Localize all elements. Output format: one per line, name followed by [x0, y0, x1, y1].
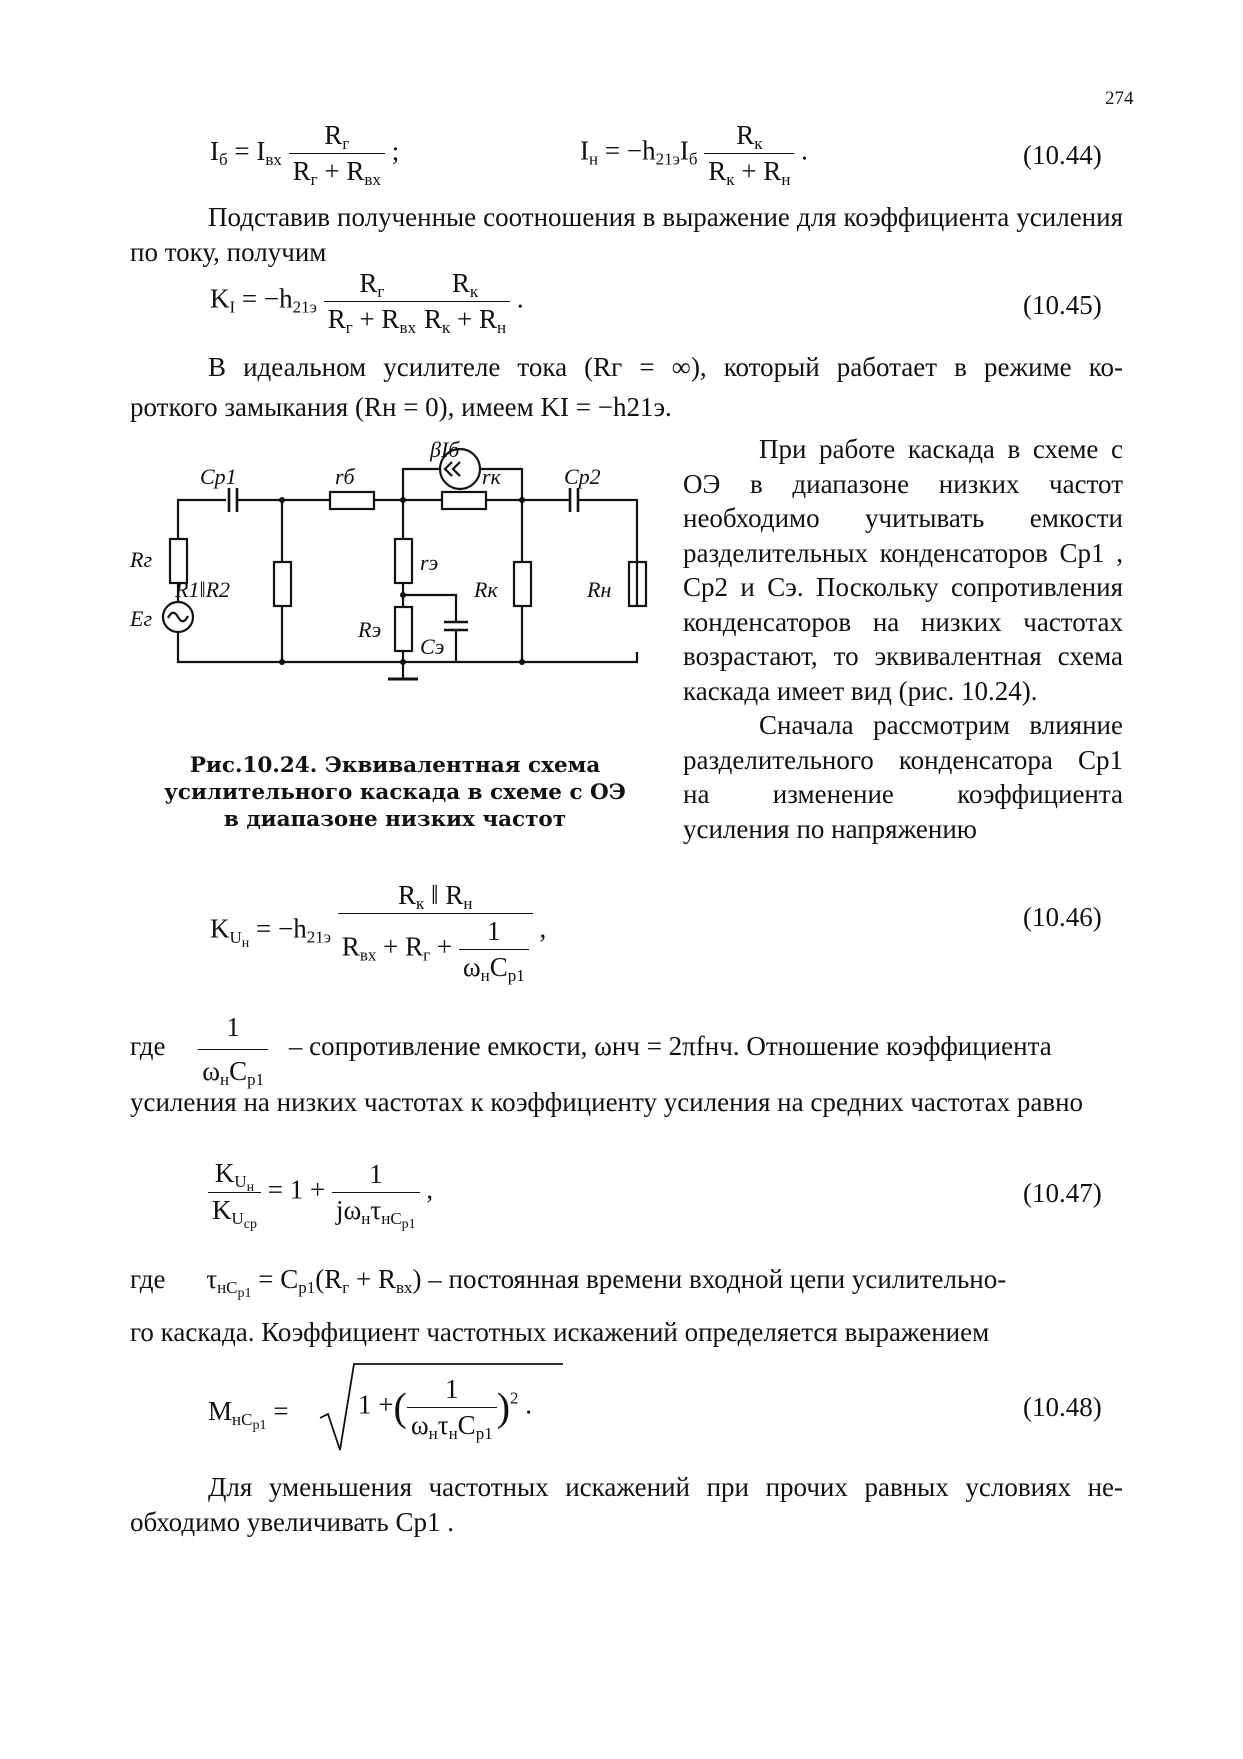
figure-caption: Рис.10.24. Эквивалентная схема усилительного каскада в схеме с ОЭ в диапазоне низких частот: [164, 753, 626, 832]
label-rk: Rк: [474, 577, 498, 602]
paragraph: усиления на низких частотах к коэффициенту усиления на средних частотах равно: [130, 1087, 1084, 1117]
paragraph: обходимо увеличивать Cp1 .: [130, 1507, 454, 1537]
label-cp1: Cp1: [200, 464, 237, 489]
paragraph: Для уменьшения частотных искажений при прочих равных условиях не-: [208, 1472, 1123, 1502]
equation-10-47: $\frac{K_{U_н}}{K_{U_{ср}}}$ = 1 + $\frac{1}{j\omega_н\tau_{нC_{p1}}}$ ,: [208, 1160, 433, 1225]
tau-formula: $\tau_{нC_{p1}} = C_{p1}(R_г + R_{вх})$: [206, 1264, 422, 1301]
label-rn: Rн: [587, 577, 612, 602]
equation-number: (10.47): [1023, 1178, 1102, 1208]
paragraph: В идеальном усилителе тока (Rг = ∞), который работает в режиме ко-: [208, 352, 1124, 382]
side-text: При работе каскада в схеме с ОЭ в диапазоне низких частот необходимо учитывать емкости разделительных конденсаторов Cp1 , Cp2 и Cэ. Поскольку сопротивления конденсаторов на низких частотах возрастают, то эквивалентная схема каскада имеет вид (рис. 10.24). Сначала рассмотрим влияние разделительного конденсатора Cp1 на изменение коэффициента усиления по напряжению: [683, 434, 1123, 844]
paragraph: где $\frac{1}{\omega_нC_{p1}}$ – сопротивление емкости, ωнч = 2πfнч. Отношение коэффициента: [130, 1012, 1052, 1089]
label-ce: Cэ: [420, 634, 445, 659]
equation-number: (10.48): [1023, 1392, 1102, 1422]
circuit-diagram: [130, 432, 670, 750]
page-number: 274: [1105, 88, 1134, 109]
equation-10-46: $K_{U_н} = -h_{21э}$ $R_к$ ‖ $R_н$ $R_{вх} + R_г$ + $\frac{1}{\omega_нC_{p1}}$ ,: [210, 880, 547, 985]
paragraph: где $\tau_{нC_{p1}} = C_{p1}(R_г + R_{вх})$ – постоянная времени входной цепи усилительно-: [130, 1264, 1007, 1301]
equation-number: (10.45): [1023, 290, 1102, 320]
equation-number: (10.44): [1023, 140, 1102, 170]
equation-10-44-right: $I_н = -h_{21э}I_б$ $\frac{R_к}{R_к + R_н}$ .: [580, 120, 808, 189]
label-re-small: rэ: [420, 550, 439, 575]
equation-10-45: $K_I = -h_{21э}$ $\frac{R_г}{R_г + R_{вх}}$ $\frac{R_к}{R_к + R_н}$ .: [210, 268, 524, 337]
label-re: Rэ: [358, 617, 382, 642]
paragraph: Подставив полученные соотношения в выражение для коэффициента усиления по току, получим: [130, 202, 1123, 267]
paragraph: роткого замыкания (Rн = 0), имеем KI = −h21э.: [130, 392, 672, 422]
label-r1r2: R1‖R2: [175, 577, 231, 602]
label-rb: rб: [335, 464, 355, 489]
eq-10-44-left: $I_б = I_{вх}$ $\frac{R_г}{R_г + R_{вх}}$ ;: [210, 120, 400, 189]
label-eg: Eг: [130, 606, 153, 631]
equation-number: (10.46): [1023, 902, 1102, 932]
paragraph: го каскада. Коэффициент частотных искажений определяется выражением: [130, 1317, 990, 1347]
label-cp2: Cp2: [564, 464, 601, 489]
label-rk-small: rк: [482, 464, 501, 489]
equation-10-44: [210, 120, 400, 189]
label-beta-ib: βIб: [430, 437, 460, 462]
label-rg: Rг: [130, 547, 153, 572]
